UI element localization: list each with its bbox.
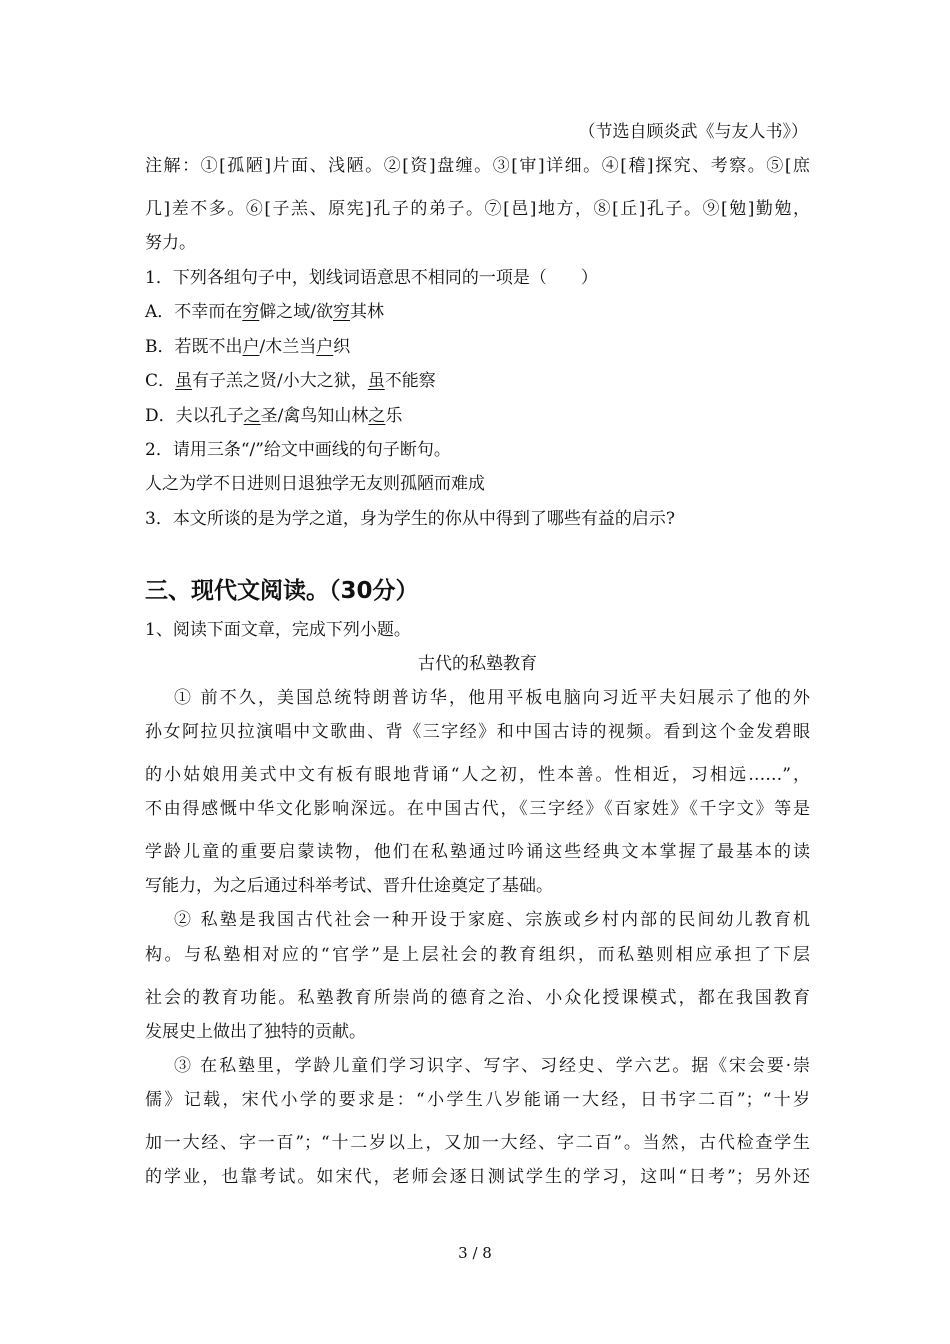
article-line: ③ 在私塾里，学龄儿童们学习识字、写字、习经史、学六艺。据《宋会要·崇 bbox=[174, 1056, 810, 1076]
underlined-word: 户 bbox=[242, 337, 260, 357]
article-line: 的小姑娘用美式中文有板有眼地背诵“人之初，性本善。性相近，习相远……”， bbox=[145, 765, 810, 785]
source-line: （节选自顾炎武《与友人书》） bbox=[578, 122, 808, 142]
article-line: 学龄儿童的重要启蒙读物，他们在私塾通过吟诵这些经典文本掌握了最基本的读 bbox=[145, 842, 810, 862]
option-text: A．不幸而在 bbox=[145, 302, 243, 322]
option-text: 僻之域/欲 bbox=[259, 302, 334, 322]
question-1-option-a bbox=[145, 299, 810, 325]
option-text: 有子羔之贤/小大之狱， bbox=[192, 371, 368, 391]
option-text: B．若既不出 bbox=[145, 337, 243, 357]
article-line: 写能力，为之后通过科举考试、晋升仕途奠定了基础。 bbox=[145, 876, 553, 896]
option-text: 不能察 bbox=[384, 371, 436, 391]
option-text: C． bbox=[145, 371, 176, 391]
underlined-word: 虽 bbox=[175, 371, 193, 391]
option-text: D．夫以孔子 bbox=[145, 406, 244, 426]
article-line: 构。与私塾相对应的“官学”是上层社会的教育组织，而私塾则相应承担了下层 bbox=[145, 945, 810, 965]
article-line: 社会的教育功能。私塾教育所崇尚的德育之治、小众化授课模式，都在我国教育 bbox=[145, 988, 810, 1008]
article-line: 发展史上做出了独特的贡献。 bbox=[145, 1022, 366, 1042]
article-line: ① 前不久，美国总统特朗普访华，他用平板电脑向习近平夫妇展示了他的外 bbox=[174, 688, 810, 708]
underlined-word: 户 bbox=[316, 337, 334, 357]
article-line: 孙女阿拉贝拉演唱中文歌曲、背《三字经》和中国古诗的视频。看到这个金发碧眼 bbox=[145, 722, 810, 742]
section-heading: 三、现代文阅读。（30分） bbox=[145, 578, 419, 604]
question-1-option-b bbox=[145, 334, 810, 360]
notes-line-1: 注解：①[孤陋]片面、浅陋。②[资]盘缠。③[审]详细。④[稽]探究、考察。⑤[庶 bbox=[145, 156, 810, 176]
page-number: 3 / 8 bbox=[458, 1244, 492, 1262]
option-text: 圣/禽鸟知山林 bbox=[260, 406, 369, 426]
article-line: 不由得感慨中华文化影响深远。在中国古代，《三字经》《百家姓》《千字文》等是 bbox=[145, 799, 810, 819]
notes-line-3: 努力。 bbox=[145, 233, 196, 253]
notes-line-2: 几]差不多。⑥[子羔、原宪]孔子的弟子。⑦[邑]地方，⑧[丘]孔子。⑨[勉]勤勉， bbox=[145, 199, 810, 219]
article-line: 的学业，也靠考试。如宋代，老师会逐日测试学生的学习，这叫“日考”；另外还 bbox=[145, 1167, 810, 1187]
article-title: 古代的私塾教育 bbox=[418, 654, 537, 674]
option-text: /木兰当 bbox=[259, 337, 317, 357]
question-1-option-c bbox=[145, 368, 810, 394]
question-1-option-d bbox=[145, 403, 810, 429]
option-text: 其林 bbox=[350, 302, 385, 322]
option-text: 织 bbox=[333, 337, 351, 357]
article-line: ② 私塾是我国古代社会一种开设于家庭、宗族或乡村内部的民间幼儿教育机 bbox=[174, 910, 810, 930]
question-2-stem: 2．请用三条“/”给文中画线的句子断句。 bbox=[145, 440, 451, 460]
option-text: 乐 bbox=[385, 406, 403, 426]
article-line: 加一大经、字一百”；“十二岁以上，又加一大经、字二百”。当然，古代检查学生 bbox=[145, 1133, 810, 1153]
article-line: 儒》记载，宋代小学的要求是：“小学生八岁能诵一大经，日书字二百”；“十岁 bbox=[145, 1090, 810, 1110]
reading-task: 1、阅读下面文章，完成下列小题。 bbox=[145, 620, 411, 640]
question-1-stem: 1．下列各组句子中，划线词语意思不相同的一项是（ ） bbox=[145, 268, 598, 288]
underlined-word: 穷 bbox=[242, 302, 260, 322]
underlined-word: 穷 bbox=[333, 302, 351, 322]
question-2-sentence: 人之为学不日进则日退独学无友则孤陋而难成 bbox=[145, 474, 485, 494]
underlined-word: 虽 bbox=[367, 371, 385, 391]
question-3-stem: 3．本文所谈的是为学之道，身为学生的你从中得到了哪些有益的启示? bbox=[145, 509, 675, 529]
underlined-word: 之 bbox=[368, 406, 386, 426]
underlined-word: 之 bbox=[243, 406, 261, 426]
